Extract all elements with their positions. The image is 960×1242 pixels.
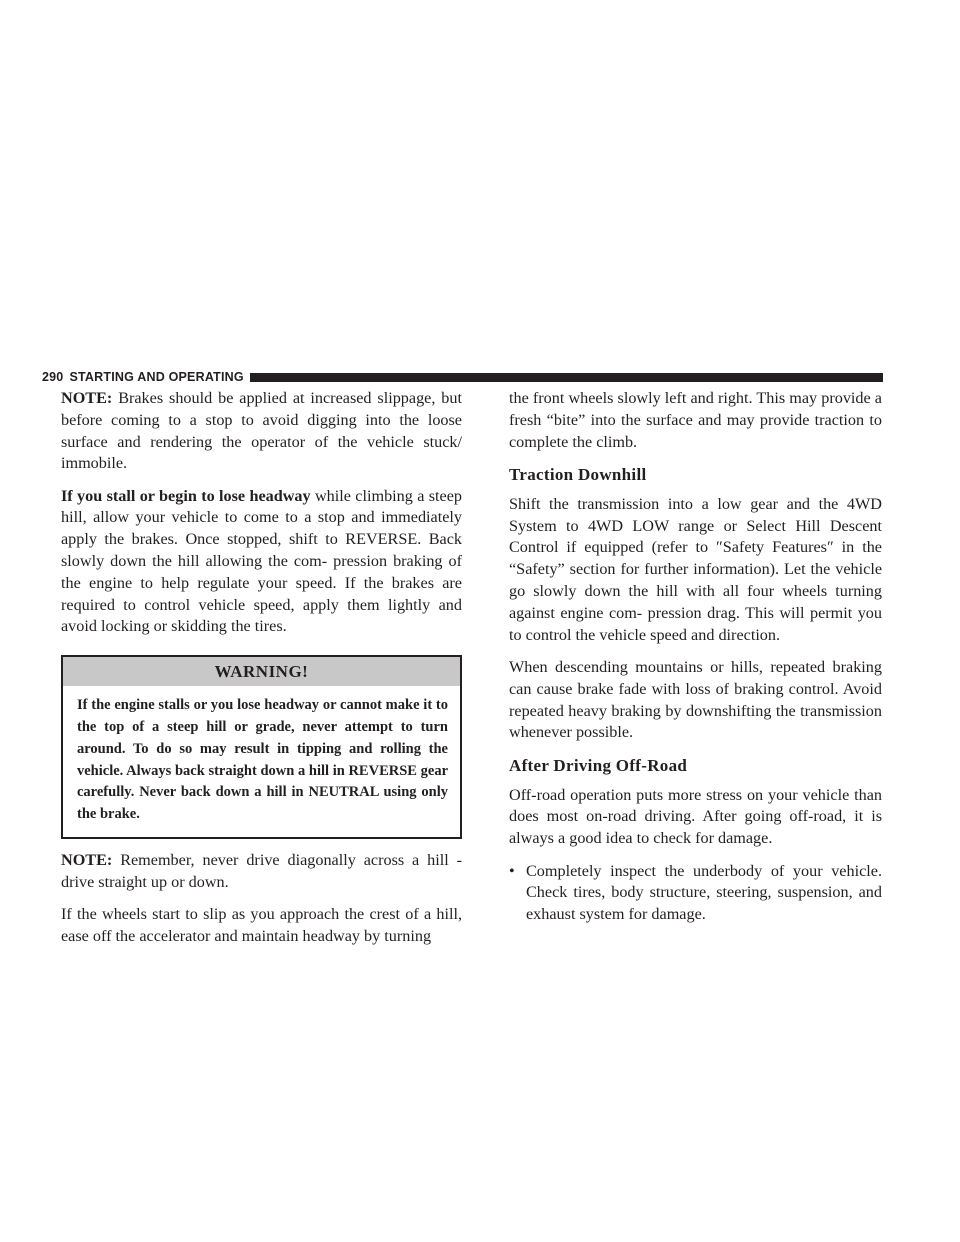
right-column — [509, 388, 882, 926]
bullet-text: Completely inspect the underbody of your vehicle. Check tires, body structure, steering, suspension, and exhaust system for damage. — [526, 861, 882, 924]
braking-paragraph: When descending mountains or hills, repeated braking can cause brake fade with loss of braking control. Avoid repeated heavy braking by downshifting the transmission whenever possible. — [509, 657, 882, 742]
note-text: Brakes should be applied at increased slippage, but before coming to a stop to avoid digging into the loose surface and rendering the operator of the vehicle stuck/ immobile. — [61, 389, 462, 473]
note-label-2: NOTE: — [61, 851, 113, 870]
section-title: STARTING AND OPERATING — [69, 370, 244, 384]
header-rule — [250, 373, 883, 382]
warning-title: WARNING! — [63, 657, 460, 686]
page-header — [42, 369, 883, 385]
page-number: 290 — [42, 370, 64, 384]
warning-text: If the engine stalls or you lose headway or cannot make it to the top of a steep hill or grade, never attempt to turn around. To do so may result in tipping and rolling the vehicle. Always back straight down a hill in REVERSE gear carefully. Never back down a hill in NEUTRAL using only the brake. — [77, 697, 448, 823]
stall-lead: If you stall or begin to lose headway — [61, 486, 311, 505]
climb-paragraph: the front wheels slowly left and right. This may provide a fresh “bite” into the surface and may provide traction to complete the climb. — [509, 389, 882, 451]
offroad-paragraph: Off-road operation puts more stress on your vehicle than does most on-road driving. After going off-road, it is always a good idea to check for damage. — [509, 785, 882, 848]
downhill-paragraph: Shift the transmission into a low gear and the 4WD System to 4WD LOW range or Select Hill Descent Control if equipped (refer to ″Safety Features″ in the “Safety” section for further information). Let the vehicle go slowly down the hill with all four wheels turning against engine com- pression drag. This will permit you to control the vehicle speed and direction. — [509, 494, 882, 644]
bullet-icon: • — [509, 861, 515, 880]
left-column — [61, 388, 462, 958]
after-offroad-heading: After Driving Off-Road — [509, 755, 688, 775]
note-paragraph — [61, 388, 462, 475]
note-text-2: Remember, never drive diagonally across a hill - drive straight up or down. — [61, 851, 463, 891]
traction-downhill-heading: Traction Downhill — [509, 464, 647, 484]
stall-text: while climbing a steep hill, allow your vehicle to come to a stop and immediately apply the brakes. Once stopped, shift to REVERSE. Back slowly down the hill allowing the com- pression braking of the engine to help regulate your speed. If the brakes are required to control vehicle speed, apply them lightly and avoid locking or skidding the tires. — [61, 486, 462, 636]
crest-paragraph: If the wheels start to slip as you approach the crest of a hill, ease off the accelerator and maintain headway by turning — [61, 905, 462, 945]
note-label: NOTE: — [61, 389, 113, 407]
warning-box — [61, 655, 462, 839]
stall-paragraph — [61, 486, 462, 639]
list-item — [509, 861, 882, 926]
note-paragraph-2 — [61, 850, 462, 894]
